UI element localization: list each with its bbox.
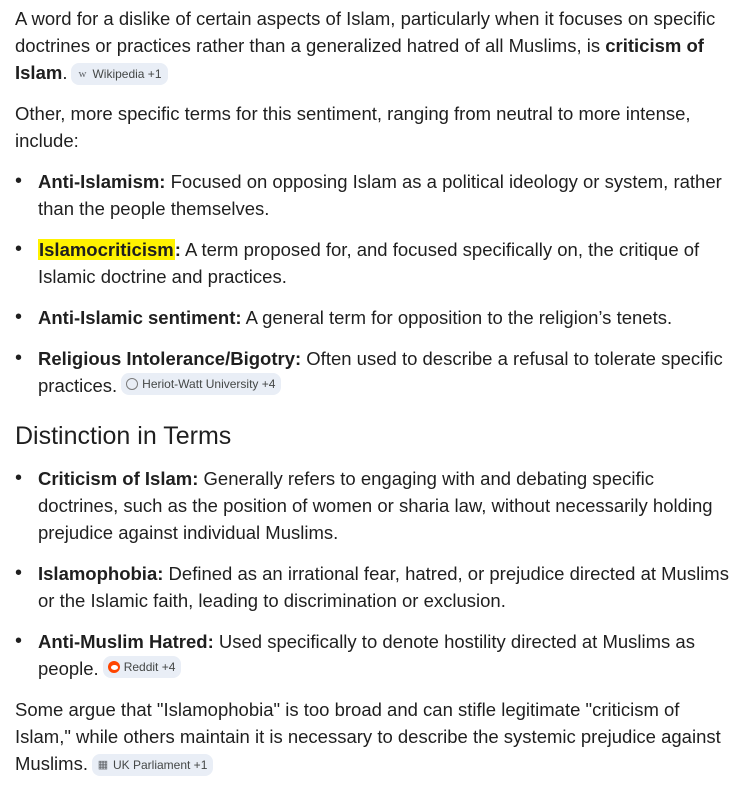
source-chip-heriot-watt[interactable] xyxy=(121,373,281,395)
chip-label: Heriot-Watt University +4 xyxy=(142,377,276,391)
list-item xyxy=(15,168,735,222)
list-item xyxy=(15,304,735,331)
source-chip-reddit[interactable] xyxy=(103,656,182,678)
section-heading: Distinction in Terms xyxy=(15,422,232,450)
highlight: Islamocriticism xyxy=(39,239,174,260)
closing-text: Some argue that "Islamophobia" is too broad and can stifle legitimate "criticism of Islam," while others maintain it is necessary to describe the systemic prejudice against Muslims. xyxy=(15,699,721,774)
intro-end: . xyxy=(62,62,68,83)
list-item xyxy=(15,236,735,290)
term-text: A general term for opposition to the religion’s tenets. xyxy=(241,307,673,328)
term-text: A term proposed for, and focused specifically on, the critique of Islamic doctrine and practices. xyxy=(38,239,700,287)
intro-paragraph xyxy=(15,5,735,86)
term-label: Anti-Islamic sentiment: xyxy=(38,307,242,328)
term-label-suffix: : xyxy=(174,239,181,260)
list-item xyxy=(15,628,735,682)
terms-intro-paragraph: Other, more specific terms for this sentiment, ranging from neutral to more intense, include: xyxy=(15,103,691,151)
intro-term: criticism of Islam xyxy=(15,35,704,83)
term-label: Religious Intolerance/Bigotry: xyxy=(38,348,302,369)
intro-text: A word for a dislike of certain aspects of Islam, particularly when it focuses on specific doctrines or practices rather than a generalized hatred of all Muslims, is xyxy=(15,8,716,56)
chip-label: Reddit +4 xyxy=(123,660,176,674)
globe-icon xyxy=(126,378,138,390)
list-item xyxy=(15,465,735,546)
term-text: Focused on opposing Islam as a political ideology or system, rather than the people themselves. xyxy=(38,171,722,219)
source-chip-uk-parliament[interactable] xyxy=(92,754,213,776)
closing-paragraph xyxy=(15,696,735,777)
term-label: Anti-Islamism: xyxy=(38,171,166,192)
term-text: Defined as an irrational fear, hatred, or prejudice directed at Muslims or the Islamic faith, leading to discrimination or exclusion. xyxy=(38,563,729,611)
term-label: Anti-Muslim Hatred: xyxy=(38,631,214,652)
term-text: Generally refers to engaging with and debating specific doctrines, such as the position of women or sharia law, without necessarily holding prejudice against individual Muslims. xyxy=(38,468,713,543)
list-item xyxy=(15,345,735,399)
list-item xyxy=(15,560,735,614)
reddit-icon xyxy=(108,661,120,673)
wikipedia-icon: w xyxy=(78,68,87,80)
portcullis-icon: ▦ xyxy=(97,759,109,771)
distinctions-list xyxy=(15,465,735,682)
term-text: Used specifically to denote hostility directed at Muslims as people. xyxy=(38,631,695,679)
term-text: Often used to describe a refusal to tolerate specific practices. xyxy=(38,348,723,396)
source-chip-wikipedia[interactable] xyxy=(71,63,167,85)
term-label: Criticism of Islam: xyxy=(38,468,199,489)
chip-label: UK Parliament +1 xyxy=(112,758,208,772)
terms-list xyxy=(15,168,735,399)
term-label-highlighted xyxy=(38,239,181,260)
term-label: Islamophobia: xyxy=(38,563,164,584)
chip-label: Wikipedia +1 xyxy=(92,67,162,81)
